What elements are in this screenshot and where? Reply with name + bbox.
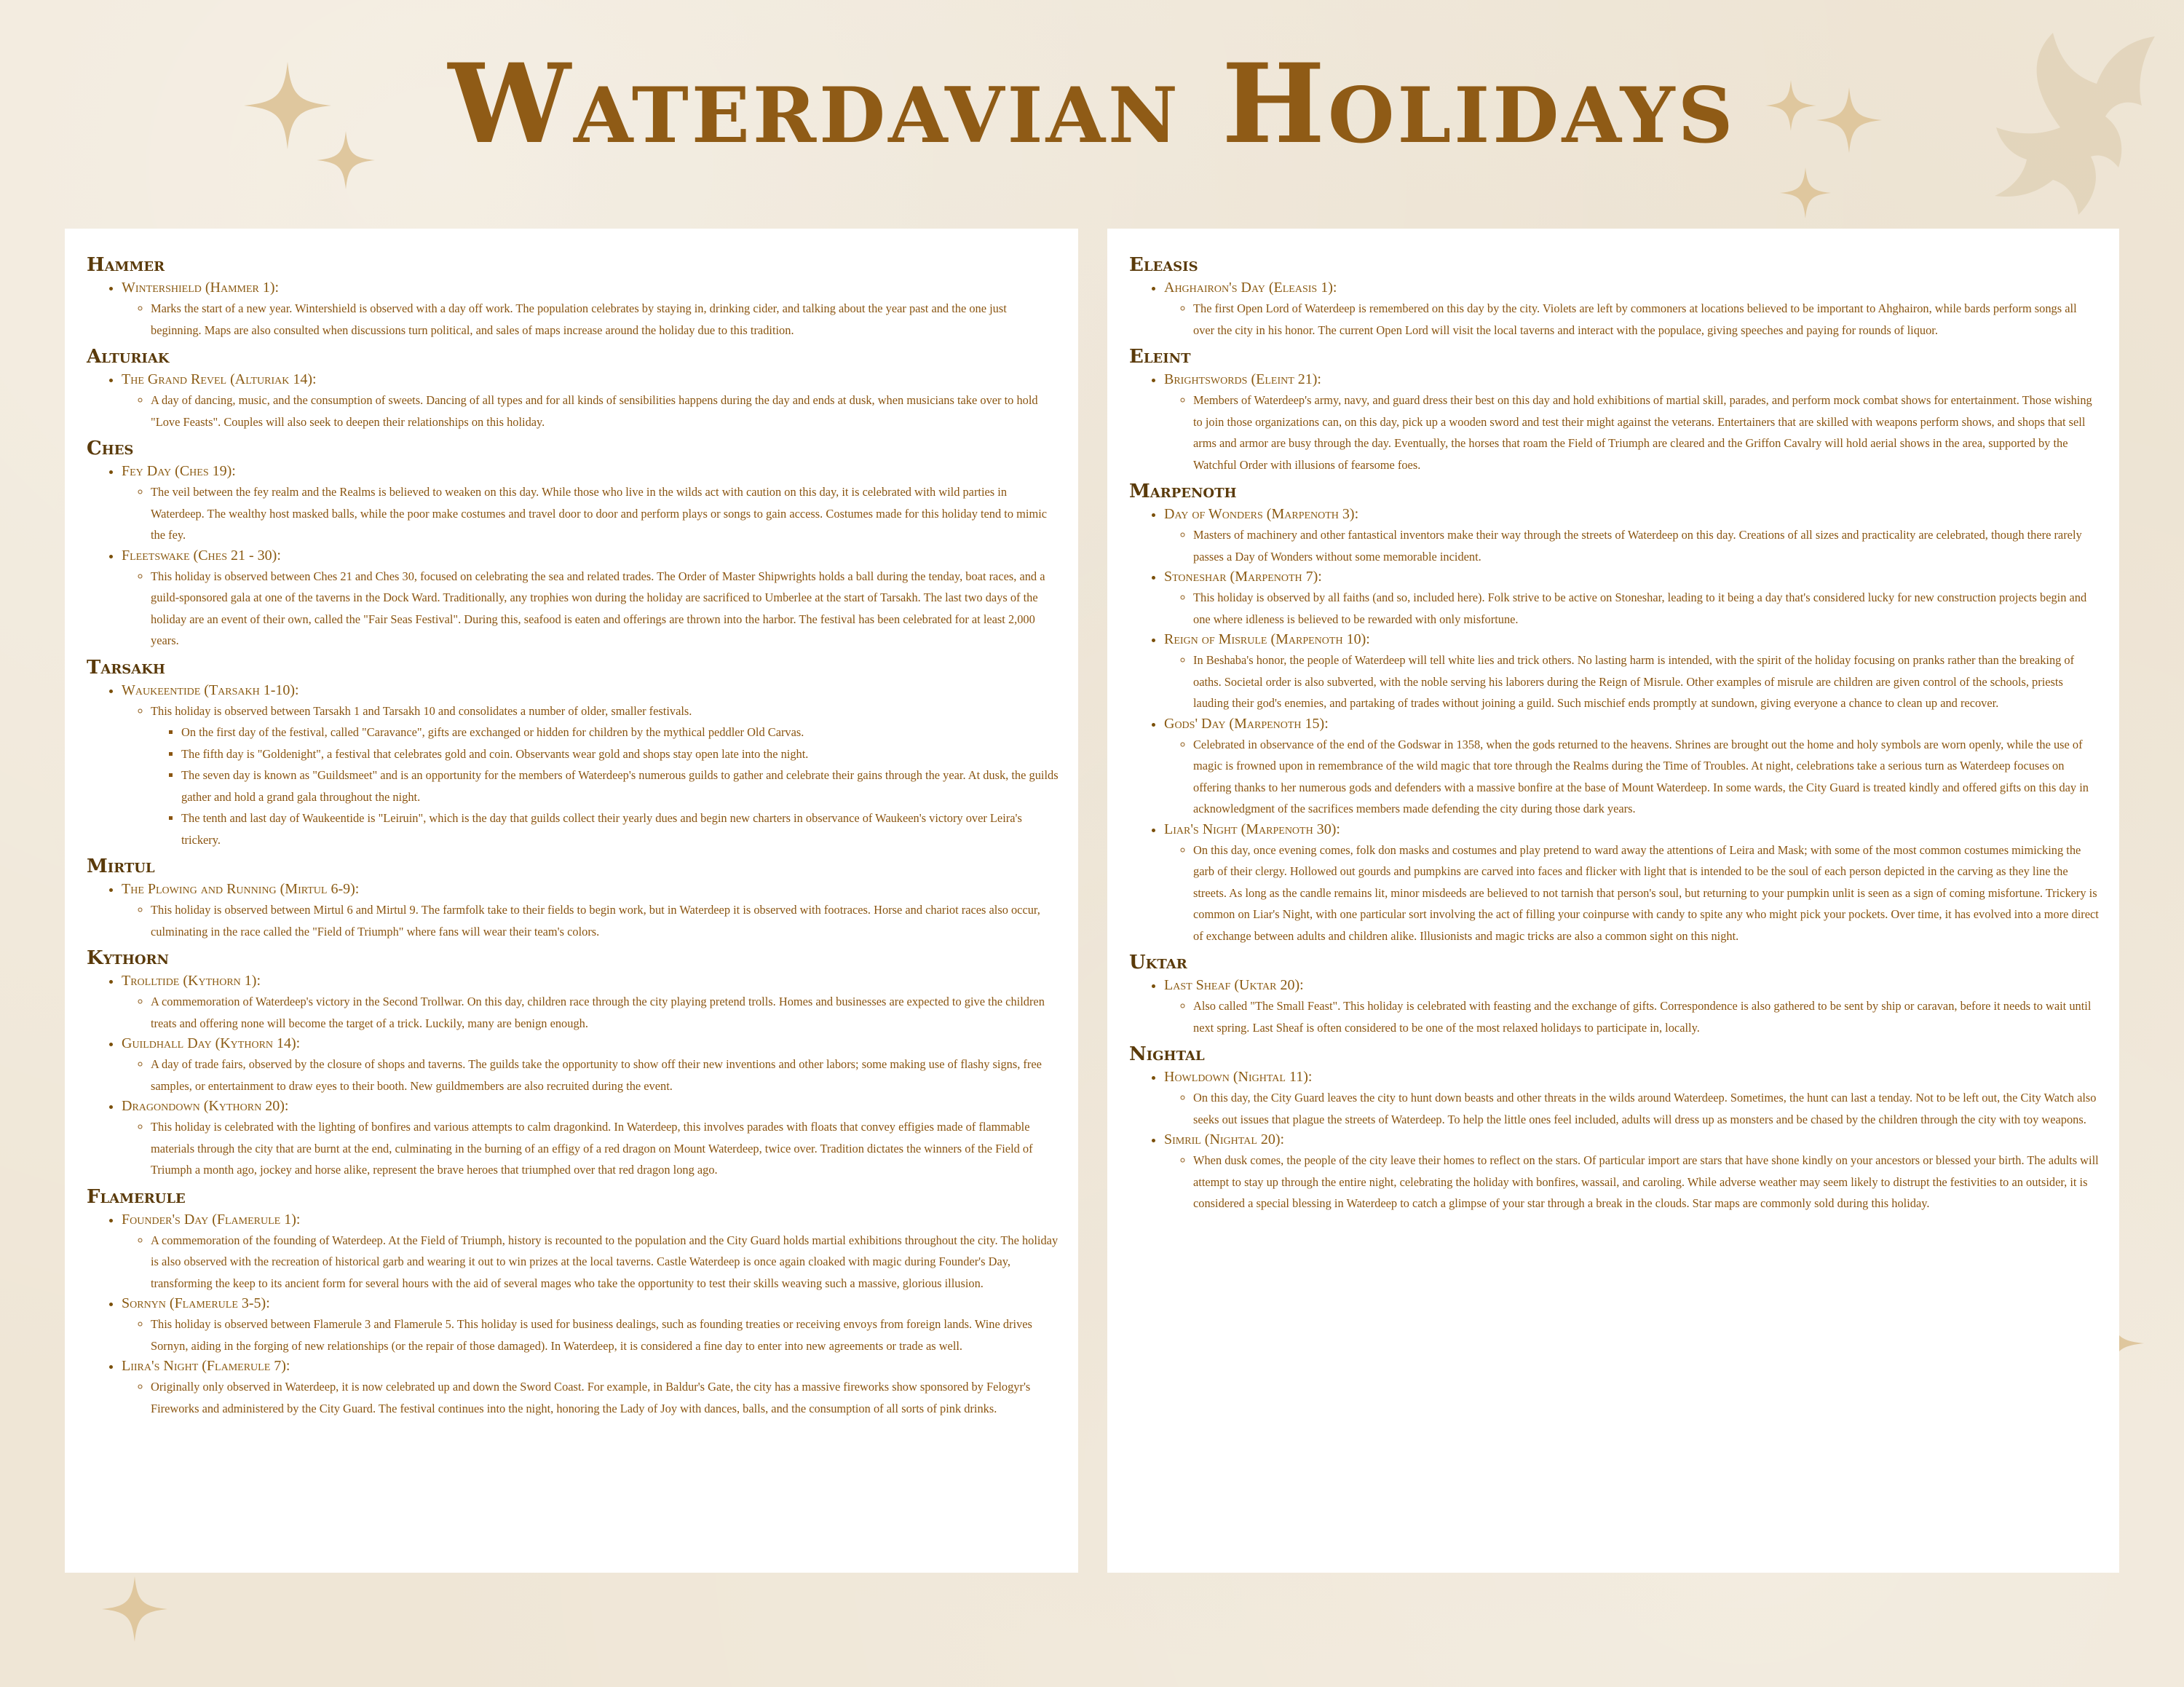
holiday-name: Reign of Misrule (Marpenoth 10): — [1164, 631, 1370, 647]
holiday-description: ◦ On this day, once evening comes, folk don masks and costumes and play pretend to ward away the attentions of Leira and Mask; with some of the most common costumes mimicking the garb of their clergy. Hollowed out gourds and pumpkins are carved into faces and flicker with light that is intended to be the soul of each person depicted in the carving as they line the streets. As long as the candle remains lit, minor misdeeds are believed to not tarnish that person's soul, but returning to your pumpkin unlit is seen as a sign of coming misfortune. Trickery is common on Liar's Night, with one particular sort involving the act of filling your coinpurse with candy to spite any who might pick your pockets. Over time, it has evolved into a more direct of exchange between adults and children alike. Illusionists and magic tricks are also a common sight on this night. — [1193, 839, 2100, 947]
holiday-description-list — [122, 1376, 1059, 1419]
holiday-name: Waukeentide (Tarsakh 1-10): — [122, 681, 299, 698]
holiday-list — [84, 880, 1059, 942]
holiday-item — [1164, 820, 2100, 947]
holiday-item — [122, 1097, 1059, 1181]
holiday-name: Gods' Day (Marpenoth 15): — [1164, 715, 1329, 732]
holiday-list — [84, 462, 1059, 652]
holiday-description-list — [1164, 1150, 2100, 1214]
holiday-name: Founder's Day (Flamerule 1): — [122, 1211, 301, 1228]
month-heading: Marpenoth — [1129, 481, 1237, 502]
holiday-sub-item: ▪ On the first day of the festival, called "Caravance", gifts are exchanged or hidden for children by the mythical peddler Old Carvas. — [181, 722, 1059, 743]
holiday-description-list — [122, 991, 1059, 1034]
holiday-item — [1164, 370, 2100, 475]
holiday-description-list — [122, 1054, 1059, 1097]
holiday-description-list — [1164, 298, 2100, 341]
four-point-star-icon — [1780, 164, 1831, 222]
holiday-sub-item: ▪ The seven day is known as "Guildsmeet" and is an opportunity for the members of Waterdeep's numerous guilds to gather and celebrate their gains through the year. At dusk, the guilds gather and hold a grand gala throughout the night. — [181, 765, 1059, 807]
holiday-list — [84, 681, 1059, 851]
month-heading: Flamerule — [87, 1185, 186, 1208]
holiday-name: Fey Day (Ches 19): — [122, 463, 236, 479]
holiday-name: Liar's Night (Marpenoth 30): — [1164, 821, 1340, 837]
holiday-description-list — [122, 1230, 1059, 1295]
holiday-sub-item: ▪ The fifth day is "Goldenight", a festival that celebrates gold and coin. Observants wear gold and shops stay open late into the night. — [181, 743, 1059, 765]
month-heading: Eleasis — [1129, 254, 1198, 276]
holiday-description: ◦ Marks the start of a new year. Wintershield is observed with a day off work. The population celebrates by staying in, drinking cider, and talking about the year past and the one just beginning. Maps are also consulted when discussions turn political, and sales of maps increase around the holiday due to this tradition. — [151, 298, 1059, 341]
holiday-item — [122, 1034, 1059, 1097]
holiday-item — [122, 1210, 1059, 1295]
holiday-description-list — [1164, 649, 2100, 714]
holiday-item — [122, 278, 1059, 341]
holiday-item — [1164, 278, 2100, 341]
holiday-description-list — [122, 566, 1059, 652]
holiday-name: Guildhall Day (Kythorn 14): — [122, 1035, 301, 1051]
four-point-star-icon — [102, 1573, 167, 1645]
holiday-description-list — [1164, 839, 2100, 947]
holiday-name: Day of Wonders (Marpenoth 3): — [1164, 506, 1359, 522]
holiday-name: The Plowing and Running (Mirtul 6-9): — [122, 881, 360, 897]
holiday-item — [1164, 714, 2100, 820]
holiday-item — [1164, 630, 2100, 714]
holiday-name: Simril (Nightal 20): — [1164, 1131, 1285, 1147]
holiday-name: Brightswords (Eleint 21): — [1164, 371, 1321, 387]
page-title: Waterdavian Holidays — [448, 40, 1736, 168]
holiday-description: ◦ Masters of machinery and other fantastical inventors make their way through the streets of Waterdeep on this day. Creations of all sizes and practicality are celebrated, though there rarely passes a Day of Wonders without some memorable incident. — [1193, 524, 2100, 567]
holiday-list — [1126, 1067, 2100, 1214]
holiday-item — [122, 880, 1059, 942]
holiday-item — [122, 370, 1059, 432]
holiday-description: ◦ In Beshaba's honor, the people of Waterdeep will tell white lies and trick others. No lasting harm is intended, with the spirit of the holiday focusing on pranks rather than the breaking of oaths. Societal order is also subverted, with the noble serving his laborers during the Reign of Misrule. Other examples of misrule are children are given control of the schools, priests lauding their god's enemies, and partaking of trades without joining a guild. Such mischief ends promptly at sundown, giving everyone a chance to clean up and recover. — [1193, 649, 2100, 714]
holiday-item — [1164, 567, 2100, 630]
holiday-description: ◦ This holiday is observed between Ches 21 and Ches 30, focused on celebrating the sea and related trades. The Order of Master Shipwrights holds a ball during the tenday, boat races, and a guild-sponsored gala at one of the taverns in the Dock Ward. Traditionally, any trophies won during the holiday are sacrificed to Umberlee at the start of Tarsakh. The last two days of the holiday are an event of their own, called the "Fair Seas Festival". During this, seafood is eaten and offerings are thrown into the harbor. The festival has been celebrated for at least 2,000 years. — [151, 566, 1059, 652]
holiday-description: ◦ On this day, the City Guard leaves the city to hunt down beasts and other threats in the wilds around Waterdeep. Sometimes, the hunt can last a tenday. Not to be left out, the City Watch also seeks out issues that plague the streets of Waterdeep. To help the little ones feel included, adults will dress up as monsters and be chased by the children through the city with toy weapons. — [1193, 1087, 2100, 1130]
holiday-sub-item: ▪ The tenth and last day of Waukeentide is "Leiruin", which is the day that guilds collect their yearly dues and begin new charters in observance of Waukeen's victory over Leira's trickery. — [181, 807, 1059, 850]
holiday-description-list — [122, 899, 1059, 942]
holiday-item — [122, 462, 1059, 546]
month-heading: Kythorn — [87, 947, 169, 969]
holiday-description-list — [122, 298, 1059, 341]
holiday-description-list — [1164, 734, 2100, 820]
holiday-description: ◦ Celebrated in observance of the end of the Godswar in 1358, when the gods returned to the heavens. Shrines are brought out the home and holy symbols are worn openly, while the use of magic is frowned upon in remembrance of the wild magic that tore through the Realms during the Time of Troubles. At night, celebrations take a serious turn as Waterdeep focuses on offering thanks to her numerous gods and defenders with a massive bonfire at the base of Mount Waterdeep. In some wards, the City Guard is treated kindly and offered gifts on this day in acknowledgment of the sacrifices members made defending the city during those dark years. — [1193, 734, 2100, 820]
holiday-list — [84, 278, 1059, 341]
holiday-description: ◦ This holiday is celebrated with the lighting of bonfires and various attempts to calm dragonkind. In Waterdeep, this involves parades with floats that convey effigies made of flammable materials through the city that are burnt at the end, culminating in the burning of an effigy of a red dragon on Mount Waterdeep, twice over. Tradition dictates the winners of the Field of Triumph a month ago, jockey and horse alike, represent the brave heroes that triumphed over that red dragon long ago. — [151, 1116, 1059, 1181]
month-heading: Ches — [87, 438, 134, 459]
holiday-name: Wintershield (Hammer 1): — [122, 280, 280, 296]
holiday-list — [1126, 370, 2100, 475]
holiday-name: Dragondown (Kythorn 20): — [122, 1098, 289, 1114]
holiday-name: Trolltide (Kythorn 1): — [122, 973, 261, 989]
holiday-description: ◦ When dusk comes, the people of the city leave their homes to reflect on the stars. Of particular import are stars that have shone kindly on your ancestors or blessed your birth. The adults will attempt to stay up through the entire night, celebrating the holiday with bonfires, wassail, and caroling. While adverse weather may seem likely to distrupt the festivities to an outsider, it is considered a special blessing in Waterdeep to catch a glimpse of your star through a break in the clouds. Star maps are commonly sold during this holiday. — [1193, 1150, 2100, 1214]
holiday-name: Sornyn (Flamerule 3-5): — [122, 1295, 270, 1311]
holiday-name: Last Sheaf (Uktar 20): — [1164, 977, 1304, 993]
holiday-description-list — [122, 390, 1059, 432]
holiday-item — [122, 546, 1059, 652]
holiday-name: Howldown (Nightal 11): — [1164, 1069, 1313, 1085]
holiday-item — [122, 1294, 1059, 1356]
holiday-description: ◦ The veil between the fey realm and the Realms is believed to weaken on this day. While those who live in the wilds act with caution on this day, it is celebrated with wild parties in Waterdeep. The wealthy host masked balls, while the poor make costumes and travel door to door and perform plays or songs to gain access. Costumes made for this holiday tend to mimic the fey. — [151, 481, 1059, 546]
holiday-description-list — [1164, 1087, 2100, 1130]
holiday-list — [1126, 278, 2100, 341]
holiday-name: Stoneshar (Marpenoth 7): — [1164, 569, 1322, 585]
holidays-panel-left — [65, 229, 1078, 1573]
month-heading: Tarsakh — [87, 656, 165, 679]
holiday-list — [84, 971, 1059, 1181]
month-heading: Nightal — [1129, 1043, 1205, 1065]
month-heading: Uktar — [1129, 952, 1187, 973]
holiday-item — [1164, 505, 2100, 567]
month-heading: Eleint — [1129, 346, 1191, 368]
holiday-description-list — [1164, 524, 2100, 567]
holiday-item — [122, 681, 1059, 851]
holiday-list — [1126, 976, 2100, 1038]
holiday-description-list — [122, 1116, 1059, 1181]
month-heading: Alturiak — [87, 346, 170, 368]
holiday-item — [1164, 976, 2100, 1038]
holiday-list — [84, 1210, 1059, 1420]
holiday-description: ◦ Members of Waterdeep's army, navy, and guard dress their best on this day and hold exhibitions of martial skill, parades, and perform mock combat shows for entertainment. Those wishing to join those organizations can, on this day, pick up a wooden sword and test their might against the veterans. Entertainers that are skilled with weapons perform shows, and shops that sell arms and armor are busy through the day. Eventually, the horses that roam the Field of Triumph are cleared and the Griffon Cavalry will hold aerial shows in the area, supported by the Watchful Order with illusions of fearsome foes. — [1193, 390, 2100, 475]
holiday-name: The Grand Revel (Alturiak 14): — [122, 371, 317, 387]
holiday-description-list — [122, 1313, 1059, 1356]
holiday-description: ◦ A commemoration of the founding of Waterdeep. At the Field of Triumph, history is recounted to the population and the City Guard holds martial exhibitions throughout the city. The holiday is also observed with the recreation of historical garb and wearing it out to win prizes at the local taverns. Castle Waterdeep is once again cloaked with magic during Founder's Day, transforming the keep to its ancient form for several hours with the aid of several mages who take the opportunity to test their skills weaving such a massive, glorious illusion. — [151, 1230, 1059, 1295]
holiday-item — [122, 1356, 1059, 1419]
holiday-item — [122, 971, 1059, 1034]
holiday-description: ◦ Originally only observed in Waterdeep, it is now celebrated up and down the Sword Coast. For example, in Baldur's Gate, the city has a massive fireworks show sponsored by Felogyr's Fireworks and administered by the City Guard. The festival continues into the night, honoring the Lady of Joy with dances, balls, and the consumption of all sorts of pink drinks. — [151, 1376, 1059, 1419]
holiday-description-list — [1164, 390, 2100, 475]
holiday-description: ◦ This holiday is observed between Flamerule 3 and Flamerule 5. This holiday is used for business dealings, such as founding treaties or receiving envoys from foreign lands. Wine drives Sornyn, aiding in the forging of new relationships (or the repair of those damaged). In Waterdeep, it is considered a fine day to enter into new agreements or trade as well. — [151, 1313, 1059, 1356]
holiday-name: Fleetswake (Ches 21 - 30): — [122, 547, 281, 564]
holiday-description-list — [122, 700, 1059, 851]
holiday-description: ◦ Also called "The Small Feast". This holiday is celebrated with feasting and the exchange of gifts. Correspondence is also gathered to be sent by ship or caravan, before it needs to wait until next spring. Last Sheaf is often considered to be one of the most relaxed holidays to participate in, locally. — [1193, 995, 2100, 1038]
holiday-sub-list — [151, 722, 1059, 850]
holiday-description-list — [1164, 587, 2100, 630]
holiday-description: ◦ The first Open Lord of Waterdeep is remembered on this day by the city. Violets are left by commoners at locations believed to be important to Ahghairon, while bards perform songs all over the city in his honor. The current Open Lord will visit the local taverns and interact with the populace, giving speeches and paying for rounds of liquor. — [1193, 298, 2100, 341]
holiday-description: ◦ A day of dancing, music, and the consumption of sweets. Dancing of all types and for all kinds of sensibilities happens during the day and ends at dusk, when musicians take over to hold "Love Feasts". Couples will also seek to deepen their relationships on this holiday. — [151, 390, 1059, 432]
holiday-description: ◦ This holiday is observed by all faiths (and so, included here). Folk strive to be active on Stoneshar, leading to it being a day that's considered lucky for new construction projects begin and one where idleness is believed to be rewarded with only misfortune. — [1193, 587, 2100, 630]
holiday-item — [1164, 1130, 2100, 1214]
holiday-list — [84, 370, 1059, 432]
holiday-list — [1126, 505, 2100, 947]
month-heading: Mirtul — [87, 856, 155, 877]
holiday-description: ◦ This holiday is observed between Tarsakh 1 and Tarsakh 10 and consolidates a number of older, smaller festivals. — [151, 700, 1059, 722]
holiday-description: ◦ A commemoration of Waterdeep's victory in the Second Trollwar. On this day, children race through the city playing pretend trolls. Homes and businesses are expected to give the children treats and offering none will become the target of a trick. Luckily, many are benign enough. — [151, 991, 1059, 1034]
holiday-description: ◦ This holiday is observed between Mirtul 6 and Mirtul 9. The farmfolk take to their fields to begin work, but in Waterdeep it is observed with footraces. Horse and chariot races also occur, culminating in the race called the "Field of Triumph" where fans will wear their team's colors. — [151, 899, 1059, 942]
holidays-panel-right — [1107, 229, 2119, 1573]
holiday-item — [1164, 1067, 2100, 1130]
holiday-description-list — [1164, 995, 2100, 1038]
holiday-description: ◦ A day of trade fairs, observed by the closure of shops and taverns. The guilds take the opportunity to show off their new inventions and other labors; some making use of flashy signs, free samples, or entertainment to draw eyes to their booth. New guildmembers are also recruited during the event. — [151, 1054, 1059, 1097]
holiday-description-list — [122, 481, 1059, 546]
month-heading: Hammer — [87, 254, 165, 276]
holiday-name: Ahghairon's Day (Eleasis 1): — [1164, 280, 1337, 296]
holiday-name: Liira's Night (Flamerule 7): — [122, 1358, 290, 1374]
